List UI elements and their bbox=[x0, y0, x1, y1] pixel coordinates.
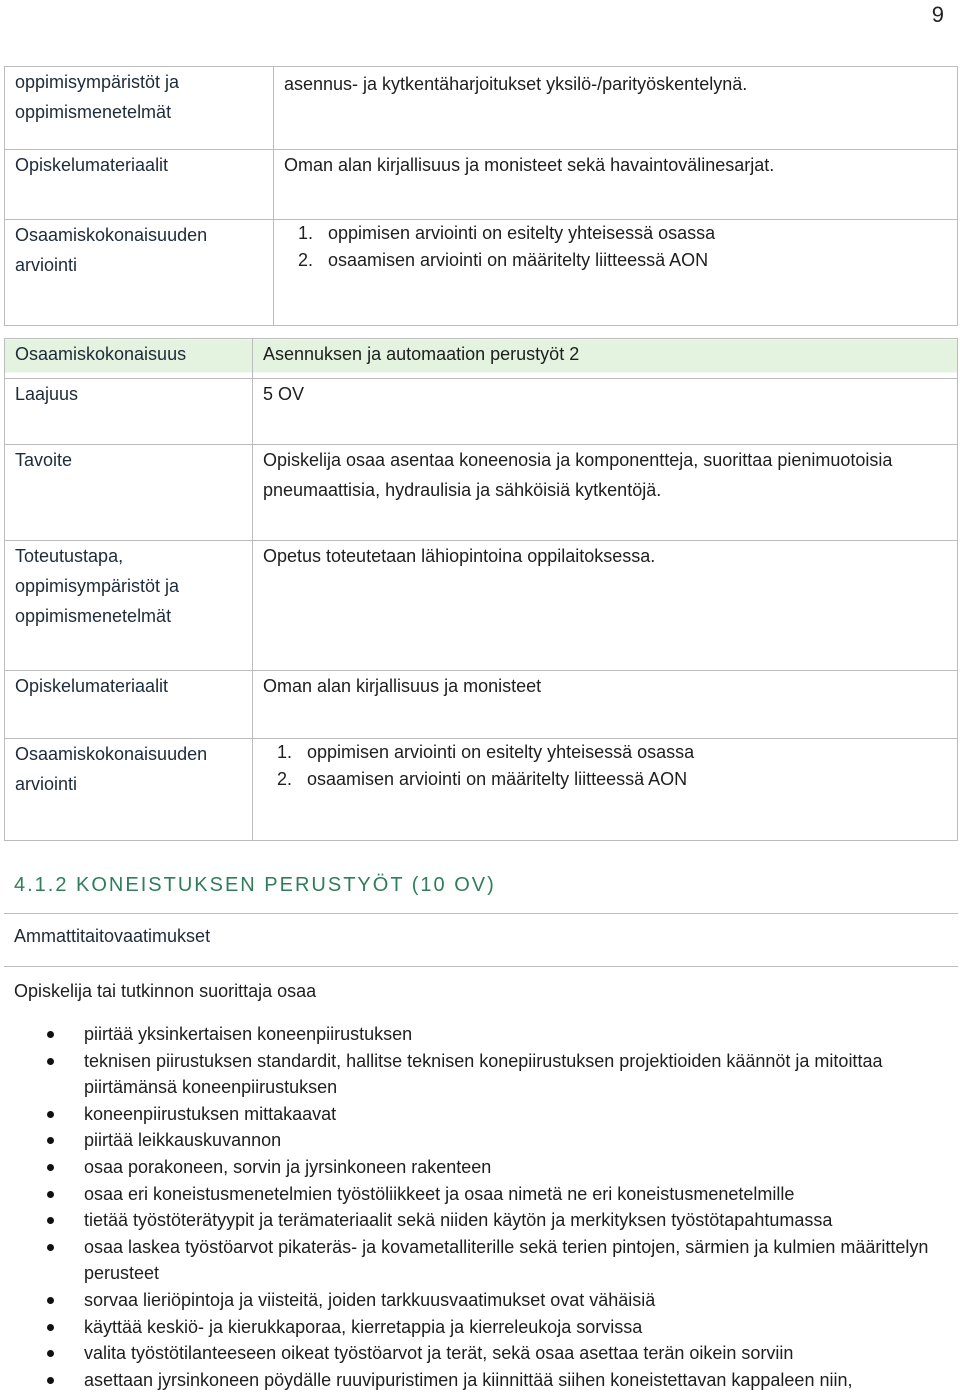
list-item bbox=[84, 1314, 960, 1341]
list-item bbox=[84, 1367, 960, 1394]
list-item-text: osaa porakoneen, sorvin ja jyrsinkoneen rakenteen bbox=[84, 1156, 492, 1177]
table-row bbox=[5, 67, 958, 150]
table-header-row bbox=[5, 339, 958, 379]
list-item bbox=[84, 1287, 960, 1314]
intro-text: Opiskelija tai tutkinnon suorittaja osaa bbox=[14, 981, 317, 1001]
page-number: 9 bbox=[931, 2, 944, 27]
list-item: 2. osaamisen arviointi on määritelty liitteessä AON bbox=[318, 247, 947, 274]
bullet-icon bbox=[47, 1164, 54, 1171]
list-item-text: koneenpiirustuksen mittakaavat bbox=[84, 1103, 337, 1124]
divider bbox=[4, 966, 958, 967]
list-item-text: käyttää keskiö- ja kierukkaporaa, kierretappia ja kierreleukoja sorvissa bbox=[84, 1316, 643, 1337]
table-row bbox=[5, 671, 958, 739]
list-item bbox=[84, 1207, 960, 1234]
list-item: 2. osaamisen arviointi on määritelty liitteessä AON bbox=[297, 766, 947, 793]
module-header-label: Osaamiskokonaisuus bbox=[5, 339, 253, 379]
list-item-text: sorvaa lieriöpintoja ja viisteitä, joiden tarkkuusvaatimukset ovat vähäisiä bbox=[84, 1289, 656, 1310]
row-label: oppimisympäristöt ja oppimismenetelmät bbox=[5, 67, 274, 150]
bullet-icon bbox=[47, 1377, 54, 1384]
table-row bbox=[5, 220, 958, 326]
list-item bbox=[84, 1048, 960, 1101]
list-item-text: teknisen piirustuksen standardit, hallitse teknisen konepiirustuksen projektioiden käännöt ja mitoittaa piirtämänsä koneenpiirustuksen bbox=[84, 1050, 883, 1098]
table-row bbox=[5, 150, 958, 220]
bullet-icon bbox=[47, 1350, 54, 1357]
bullet-icon bbox=[47, 1217, 54, 1224]
row-value: Oman alan kirjallisuus ja monisteet sekä havaintovälinesarjat. bbox=[274, 150, 958, 220]
list-item bbox=[84, 1101, 960, 1128]
bullet-icon bbox=[47, 1191, 54, 1198]
section-heading: 4.1.2 KONEISTUKSEN PERUSTYÖT (10 OV) bbox=[14, 874, 496, 896]
previous-module-table bbox=[4, 66, 958, 326]
row-value bbox=[274, 220, 958, 326]
list-item bbox=[84, 1127, 960, 1154]
row-value: Opiskelija osaa asentaa koneenosia ja komponentteja, suorittaa pienimuotoisia pneumaattisia, hydraulisia ja sähköisiä kytkentöjä. bbox=[253, 445, 958, 541]
list-item-text: piirtää yksinkertaisen koneenpiirustuksen bbox=[84, 1024, 413, 1044]
evaluation-list bbox=[284, 220, 947, 274]
row-value: 5 OV bbox=[253, 379, 958, 445]
row-value: Opetus toteutetaan lähiopintoina oppilaitoksessa. bbox=[253, 541, 958, 671]
list-item bbox=[84, 1021, 960, 1048]
row-label: Osaamiskokonaisuuden arviointi bbox=[5, 220, 274, 326]
row-label: Laajuus bbox=[5, 379, 253, 445]
list-item: 1. oppimisen arviointi on esitelty yhteisessä osassa bbox=[318, 220, 947, 247]
row-label: Osaamiskokonaisuuden arviointi bbox=[5, 739, 253, 841]
bullet-icon bbox=[47, 1324, 54, 1331]
divider bbox=[4, 913, 958, 914]
bullet-icon bbox=[47, 1111, 54, 1118]
table-row bbox=[5, 445, 958, 541]
bullet-icon bbox=[47, 1031, 54, 1038]
row-value: Oman alan kirjallisuus ja monisteet bbox=[253, 671, 958, 739]
list-item bbox=[84, 1181, 960, 1208]
list-item bbox=[84, 1340, 960, 1367]
list-item-text: piirtää leikkauskuvannon bbox=[84, 1130, 282, 1151]
table-row bbox=[5, 739, 958, 841]
list-item bbox=[84, 1154, 960, 1181]
row-value: asennus- ja kytkentäharjoitukset yksilö-/parityöskentelynä. bbox=[274, 67, 958, 150]
bullet-icon bbox=[47, 1058, 54, 1065]
table-row bbox=[5, 379, 958, 445]
bullet-icon bbox=[47, 1244, 54, 1251]
bullet-icon bbox=[47, 1137, 54, 1144]
module-table bbox=[4, 338, 958, 841]
row-value bbox=[253, 739, 958, 841]
list-item-text: asettaan jyrsinkoneen pöydälle ruuvipuristimen ja kiinnittää siihen koneistettavan kappaleen niin, bbox=[84, 1369, 853, 1390]
module-title: Asennuksen ja automaation perustyöt 2 bbox=[253, 339, 958, 379]
row-label: Tavoite bbox=[5, 445, 253, 541]
list-item-text: tietää työstöterätyypit ja terämateriaalit sekä niiden käytön ja merkityksen työstötapahtumassa bbox=[84, 1210, 833, 1231]
list-item: 1. oppimisen arviointi on esitelty yhteisessä osassa bbox=[297, 739, 947, 766]
list-item bbox=[84, 1234, 960, 1287]
list-item-text: osaa eri koneistusmenetelmien työstöliikkeet ja osaa nimetä ne eri koneistusmenetelmille bbox=[84, 1183, 795, 1204]
row-label: Toteutustapa, oppimisympäristöt ja oppimismenetelmät bbox=[5, 541, 253, 671]
row-label: Opiskelumateriaalit bbox=[5, 150, 274, 220]
skills-list bbox=[44, 1021, 960, 1393]
list-item-text: osaa laskea työstöarvot pikateräs- ja kovametalliterille sekä terien pintojen, särmien ja kulmien määrittelyn perusteet bbox=[84, 1236, 929, 1284]
row-label: Opiskelumateriaalit bbox=[5, 671, 253, 739]
table-row bbox=[5, 541, 958, 671]
subheading: Ammattitaitovaatimukset bbox=[14, 926, 211, 946]
bullet-icon bbox=[47, 1297, 54, 1304]
list-item-text: valita työstötilanteeseen oikeat työstöarvot ja terät, sekä osaa asettaa terän oikein sorviin bbox=[84, 1343, 794, 1364]
evaluation-list bbox=[263, 739, 947, 793]
